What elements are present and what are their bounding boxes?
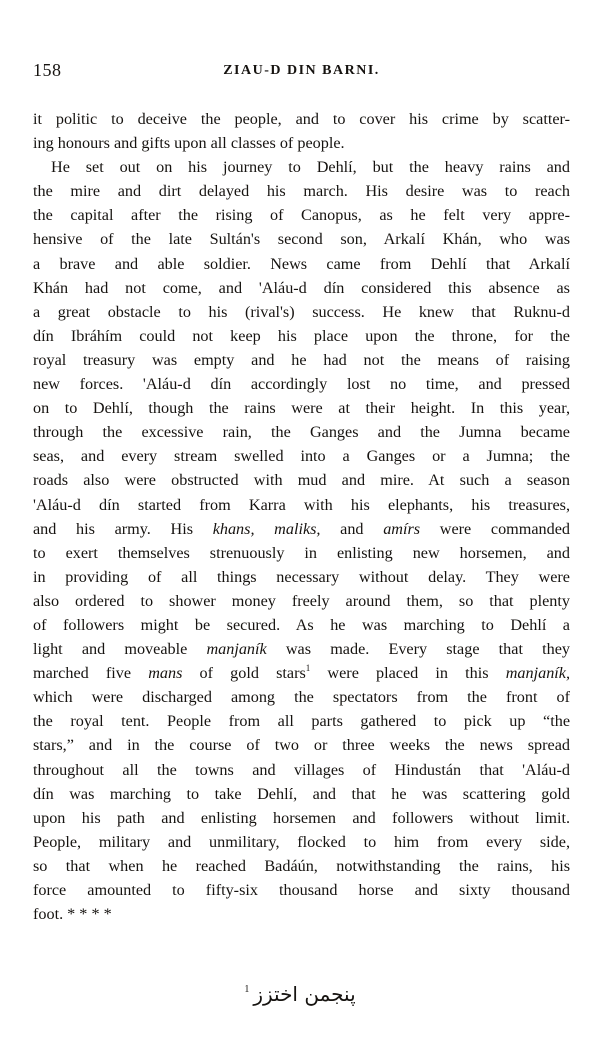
text-line: seas, and every stream swelled into a Ganges or a Jumna; the xyxy=(33,447,570,466)
footnote-marker: 1 xyxy=(244,984,250,995)
text-segment: light and moveable xyxy=(33,640,207,659)
footnote-text: پنجمن اختزز xyxy=(253,982,356,1006)
text-segment: were commanded xyxy=(420,519,570,538)
text-line: of followers might be secured. As he was marching to Dehlí a xyxy=(33,615,570,634)
text-line: a great obstacle to his (rival's) success. He knew that Ruknu-d xyxy=(33,302,570,321)
text-line: stars,” and in the course of two or three weeks the news spread xyxy=(33,736,570,755)
text-line: hensive of the late Sultán's second son, Arkalí Khán, who was xyxy=(33,230,570,249)
text-line: which were discharged among the spectators from the front of xyxy=(33,688,570,707)
text-line: ing honours and gifts upon all classes of people. xyxy=(33,134,345,153)
text-line: new forces. 'Aláu-d dín accordingly lost no time, and pressed xyxy=(33,375,570,394)
body-text xyxy=(33,107,570,926)
text-line xyxy=(33,517,570,541)
text-line: People, military and unmilitary, flocked to him from every side, xyxy=(33,832,570,851)
italic-term: khans, maliks, xyxy=(212,519,321,538)
text-segment: and xyxy=(320,519,384,538)
text-line: throughout all the towns and villages of Hindustán that 'Aláu-d xyxy=(33,760,570,779)
text-line: the royal tent. People from all parts gathered to pick up “the xyxy=(33,712,570,731)
text-line: the capital after the rising of Canopus, as he felt very appre- xyxy=(33,206,570,225)
text-line: on to Dehlí, though the rains were at their height. In this year, xyxy=(33,399,570,418)
text-line xyxy=(33,637,570,661)
text-segment: were placed in this xyxy=(310,664,506,683)
page-number: 158 xyxy=(33,60,62,80)
text-segment: of gold stars xyxy=(182,664,306,683)
italic-term: manjaník xyxy=(206,640,267,659)
text-line: royal treasury was empty and he had not the means of raising xyxy=(33,350,570,369)
footnote xyxy=(0,982,600,1007)
text-line: upon his path and enlisting horsemen and followers without limit. xyxy=(33,808,570,827)
text-line: Khán had not come, and 'Aláu-d dín considered this absence as xyxy=(33,278,570,297)
text-segment: was made. Every stage that they xyxy=(266,640,570,659)
footnote-reference: 1 xyxy=(305,663,311,674)
text-line: dín was marching to take Dehlí, and that he was scattering gold xyxy=(33,784,570,803)
running-head xyxy=(33,60,570,84)
text-line: roads also were obstructed with mud and mire. At such a season xyxy=(33,471,570,490)
text-line: force amounted to fifty-six thousand horse and sixty thousand xyxy=(33,881,570,899)
text-line: a brave and able soldier. News came from Dehlí that Arkalí xyxy=(33,254,570,273)
text-line: also ordered to shower money freely around them, so that plenty xyxy=(33,591,570,610)
running-title: ZIAU-D DIN BARNI. xyxy=(223,63,380,78)
text-segment: marched five xyxy=(33,664,149,683)
text-line: foot. * * * * xyxy=(33,905,112,924)
italic-term: amírs xyxy=(383,519,421,538)
text-line: so that when he reached Badáún, notwithstanding the rains, his xyxy=(33,856,570,875)
text-segment: and his army. His xyxy=(33,519,213,538)
text-line: in providing of all things necessary without delay. They were xyxy=(33,567,570,586)
text-line xyxy=(33,661,570,685)
text-line: through the excessive rain, the Ganges and the Jumna became xyxy=(33,423,570,442)
italic-term: mans xyxy=(148,664,183,683)
text-line: 'Aláu-d dín started from Karra with his elephants, his treasures, xyxy=(33,495,570,514)
text-line: the mire and dirt delayed his march. His desire was to reach xyxy=(33,182,570,201)
italic-term: manjaník, xyxy=(505,664,570,683)
text-line: to exert themselves strenuously in enlisting new horsemen, and xyxy=(33,543,570,562)
text-line: He set out on his journey to Dehlí, but the heavy rains and xyxy=(51,158,570,177)
text-line: dín Ibráhím could not keep his place upon the throne, for the xyxy=(33,326,570,345)
text-line: it politic to deceive the people, and to cover his crime by scatter- xyxy=(33,110,570,128)
